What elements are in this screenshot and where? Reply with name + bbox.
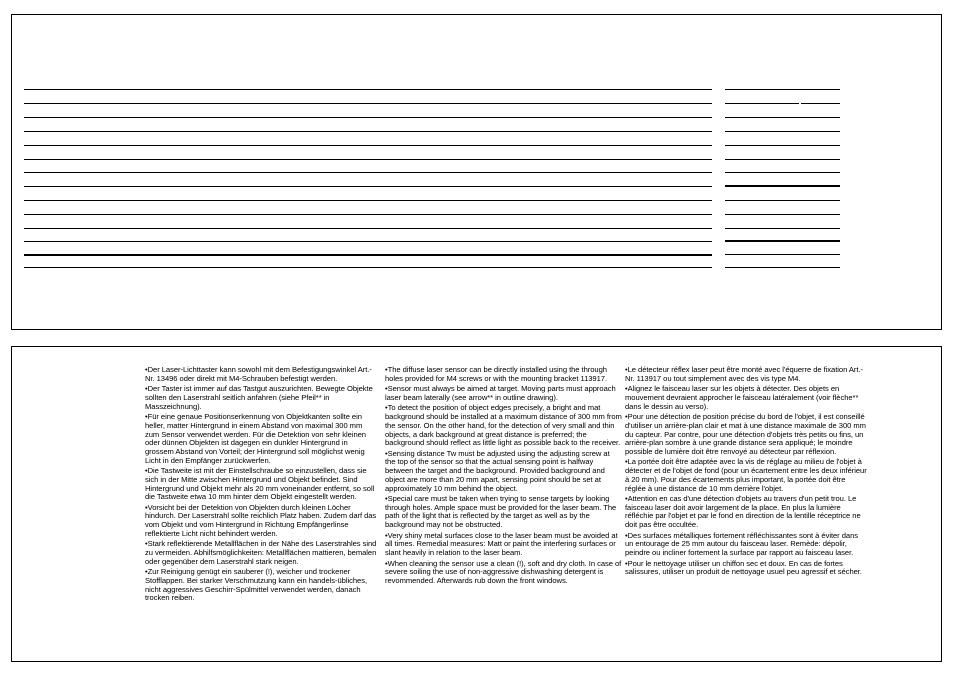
form-line bbox=[725, 159, 840, 160]
german-instructions-column bbox=[145, 366, 377, 605]
form-line bbox=[24, 228, 712, 229]
form-line bbox=[725, 254, 840, 255]
french-paragraph: •Pour le nettoyage utiliser un chiffon sec et doux. En cas de fortes salissures, utiliser un produit de nettoyage usuel peu agressif et sécher. bbox=[625, 558, 862, 577]
form-line bbox=[725, 131, 840, 132]
english-paragraph: •Special care must be taken when trying to sense targets by looking through holes. Ample space must be provided for the laser beam. The path of the light that is reflected by the target as well as by the background may not be obstructed. bbox=[385, 494, 617, 530]
form-line bbox=[24, 241, 712, 242]
form-line bbox=[24, 214, 712, 215]
english-paragraph: •Very shiny metal surfaces close to the laser beam must be avoided at all times. Remedial measures: Matt or paint the interfering surfaces or slant heavily in relation to the laser beam. bbox=[385, 530, 618, 558]
german-paragraph: •Der Laser-Lichttaster kann sowohl mit dem Befestigungswinkel Art.-Nr. 13496 oder direkt mit M4-Schrauben befestigt werden. bbox=[145, 365, 372, 383]
german-paragraph: •Zur Reinigung genügt ein sauberer (!), weicher und trockener Stofflappen. Bei starker Verschmutzung kann ein handels-übliches, nicht aggressives Geschirr-Spülmittel verwendet werden, danach trocken reiben. bbox=[145, 567, 368, 603]
form-line bbox=[725, 214, 840, 215]
instructions-panel bbox=[11, 346, 942, 662]
french-paragraph: •Le détecteur réflex laser peut être monté avec l'équerre de fixation Art.-Nr. 113917 ou tout simplement avec des vis type M4. bbox=[625, 365, 864, 383]
form-line bbox=[24, 89, 712, 90]
french-paragraph: •Attention en cas d'une détection d'objets au travers d'un petit trou. Le faisceau laser doit avoir largement de la place. En plus la lumière réfléchie par l'objet et par le fond en direction de la lentille réceptrice ne doit pas être occultée. bbox=[625, 494, 861, 530]
english-paragraph: •When cleaning the sensor use a clean (!), soft and dry cloth. In case of severe soiling the use of non-aggressive dishwashing detergent is revommended. Afterwards rub down the front windows. bbox=[385, 558, 622, 585]
french-paragraph: •Des surfaces métalliques fortement réfléchissantes sont à éviter dans un entourage de 25 mm autour du faisceau laser. Remède: dépolir, peindre ou incliner fortement la surface par rapport au faisceau laser. bbox=[625, 530, 858, 558]
form-line bbox=[24, 200, 712, 201]
french-paragraph: •La portée doit être adaptée avec la vis de réglage au milieu de l'objet à détecter et de l'objet de fond (pour un écartement entre les deux inférieur à 20 mm). Pour des écartements plus important, la portée doit être réglée à une distance de 10 mm derrière l'objet. bbox=[625, 457, 867, 493]
german-paragraph: •Vorsicht bei der Detektion von Objekten durch kleinen Löcher hindurch. Der Laserstrahl sollte reichlich Platz haben. Zudem darf das vom Objekt und vom Hintergrund in Richtung Empfängerlinse reflektierte Licht nicht behindert werden. bbox=[145, 502, 377, 538]
form-line bbox=[24, 254, 712, 256]
form-line bbox=[725, 172, 840, 173]
german-paragraph: •Für eine genaue Positionserkennung von Objektkanten sollte ein heller, matter Hintergrund in einem Abstand von maximal 300 mm zum Sensor verwendet werden. Für die Detektion von sehr kleinen oder dünnen Objekten ist dagegen ein dunkler Hintergrund in grossem Abstand von Vorteil; der Hintergrund soll möglichst wenig Licht in den Empfänger zurückwerfen. bbox=[145, 412, 366, 465]
form-line bbox=[24, 117, 712, 118]
form-line bbox=[24, 186, 712, 187]
german-paragraph: •Stark reflektierende Metallflächen in der Nähe des Laserstrahles sind zu vermeiden. Abhilfsmöglichkeiten: Metallflächen mattieren, bemalen oder gegenüber dem Laserstrahl stark neigen. bbox=[145, 539, 377, 566]
form-line bbox=[801, 103, 840, 104]
french-instructions-column bbox=[625, 366, 867, 579]
form-line bbox=[725, 228, 840, 229]
form-line bbox=[24, 103, 712, 104]
form-line bbox=[725, 145, 840, 146]
form-line bbox=[24, 267, 712, 268]
french-paragraph: •Pour une détection de position précise du bord de l'objet, il est conseillé d'utiliser un arrière-plan clair et mat à une distance maximale de 300 mm du capteur. Par contre, pour une détection d'objets très petits ou fins, un arrière-plan sombre à une grande distance sera appliqué; le moindre possible de lumière doit être renvoyé au détecteur par réflexion. bbox=[625, 412, 866, 456]
english-paragraph: •To detect the position of object edges precisely, a bright and mat background should be installed at a maximum distance of 300 mm from the sensor. On the other hand, for the detection of very small and thin objects, a dark background at great distance is preferred; the background should reflect as little light as possible back to the receiver. bbox=[385, 403, 622, 448]
german-paragraph: •Die Tastweite ist mit der Einstellschraube so einzustellen, dass sie sich in der Mitte zwischen Hintergrund und Objekt befindet. Sind Hintergrund und Objekt mehr als 20 mm voneinander entfernt, so soll die Tastweite etwa 10 mm hinter dem Objekt eingestellt werden. bbox=[145, 466, 375, 502]
form-line bbox=[725, 89, 840, 90]
form-line bbox=[24, 172, 712, 173]
english-instructions-column bbox=[385, 366, 622, 587]
form-line bbox=[725, 117, 840, 118]
form-line bbox=[24, 159, 712, 160]
form-line bbox=[725, 200, 840, 201]
english-paragraph: •Sensing distance Tw must be adjusted using the adjusting screw at the top of the sensor so that the actual sensing point is halfway between the target and the background. Provided background and object are more than 20 mm apart, sensing point should be set at approximately 10 mm behind the object. bbox=[385, 448, 610, 493]
form-lines-panel bbox=[11, 14, 942, 330]
form-line bbox=[725, 185, 840, 187]
german-paragraph: •Der Taster ist immer auf das Tastgut auszurichten. Bewegte Objekte sollten den Laserstrahl seitlich anfahren (siehe Pfeil** in Masszeichnung). bbox=[145, 384, 373, 411]
form-line bbox=[725, 240, 840, 242]
form-line bbox=[725, 267, 840, 268]
form-line bbox=[24, 145, 712, 146]
form-line bbox=[725, 103, 799, 104]
english-paragraph: •The diffuse laser sensor can be directly installed using the through holes provided for M4 screws or with the mounting bracket 113917. bbox=[385, 365, 608, 383]
english-paragraph: •Sensor must always be aimed at target. Moving parts must approach laser beam laterally (see arrow** in outline drawing). bbox=[385, 384, 616, 402]
french-paragraph: •Alignez le faisceau laser sur les objets à détecter. Des objets en mouvement devraient approcher le faisceau latéralement (voir flèche** dans le dessin au verso). bbox=[625, 384, 859, 411]
form-line bbox=[24, 131, 712, 132]
